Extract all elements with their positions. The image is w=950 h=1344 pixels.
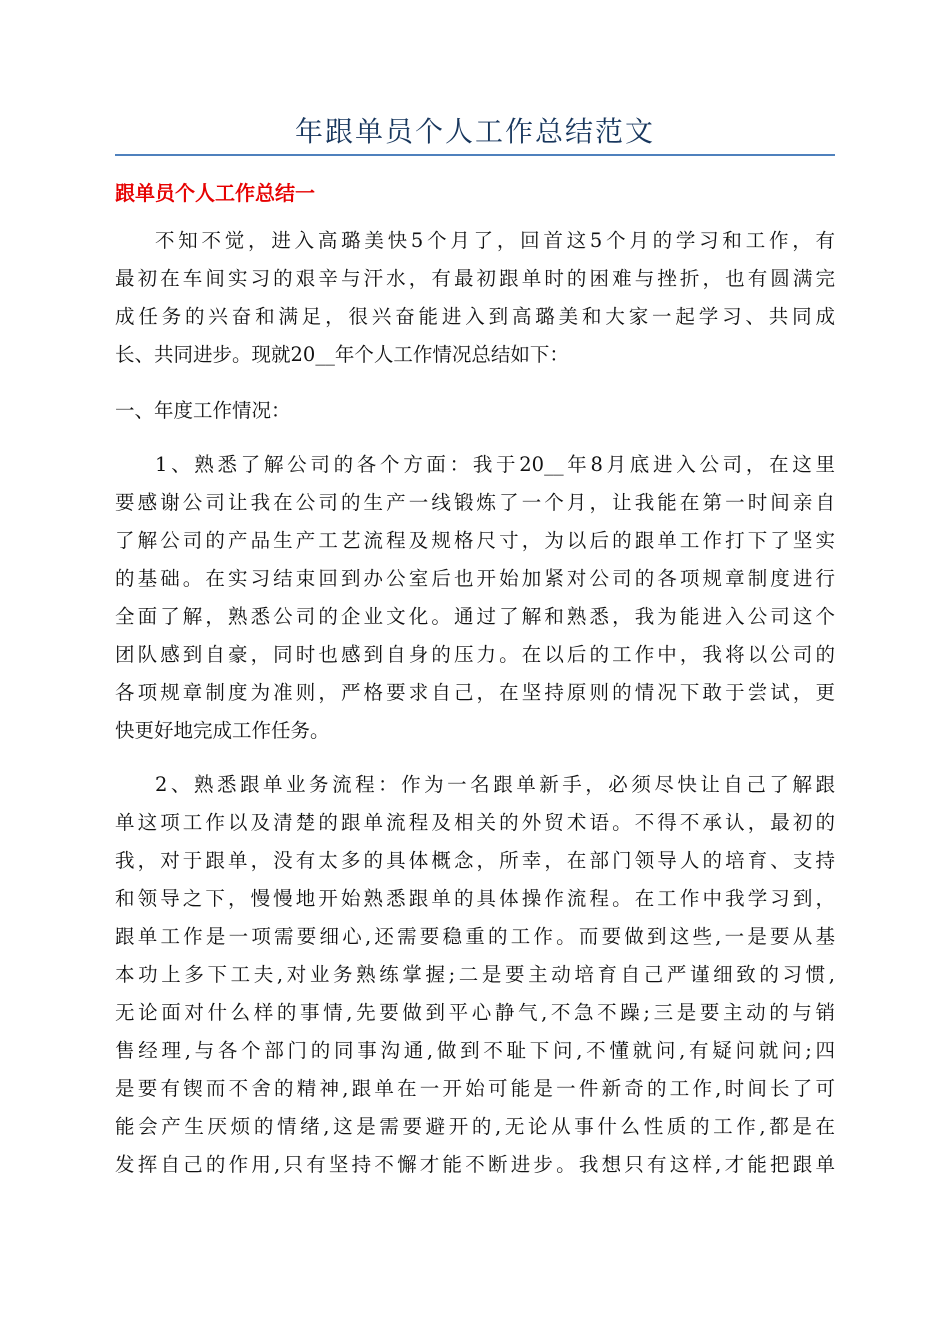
paragraph-line: 全面了解，熟悉公司的企业文化。通过了解和熟悉，我为能进入公司这个 xyxy=(115,605,835,628)
paragraph-line: 团队感到自豪，同时也感到自身的压力。在以后的工作中，我将以公司的 xyxy=(115,643,835,666)
paragraph-line: 了解公司的产品生产工艺流程及规格尺寸，为以后的跟单工作打下了坚实 xyxy=(115,529,835,552)
paragraph-line: 不知不觉，进入高璐美快5个月了，回首这5个月的学习和工作，有 xyxy=(155,229,835,252)
paragraph-line: 跟单工作是一项需要细心,还需要稳重的工作。而要做到这些,一是要从基 xyxy=(115,925,835,948)
subsection-heading: 一、年度工作情况： xyxy=(115,399,291,422)
paragraph-line: 售经理,与各个部门的同事沟通,做到不耻下问,不懂就问,有疑问就问;四 xyxy=(115,1039,835,1062)
paragraph-line: 和领导之下，慢慢地开始熟悉跟单的具体操作流程。在工作中我学习到， xyxy=(115,887,835,910)
paragraph-line: 快更好地完成工作任务。 xyxy=(115,719,330,742)
paragraph-line: 的基础。在实习结束回到办公室后也开始加紧对公司的各项规章制度进行 xyxy=(115,567,835,590)
paragraph-line: 发挥自己的作用,只有坚持不懈才能不断进步。我想只有这样,才能把跟单 xyxy=(115,1153,835,1176)
paragraph-line: 单这项工作以及清楚的跟单流程及相关的外贸术语。不得不承认，最初的 xyxy=(115,811,835,834)
document-title: 年跟单员个人工作总结范文 xyxy=(294,115,655,148)
paragraph-line: 长、共同进步。现就20__年个人工作情况总结如下： xyxy=(115,343,569,366)
paragraph-line: 能会产生厌烦的情绪,这是需要避开的,无论从事什么性质的工作,都是在 xyxy=(115,1115,835,1138)
paragraph-line: 最初在车间实习的艰辛与汗水，有最初跟单时的困难与挫折，也有圆满完 xyxy=(115,267,835,290)
paragraph-line: 无论面对什么样的事情,先要做到平心静气,不急不躁;三是要主动的与销 xyxy=(115,1001,835,1024)
paragraph-line: 各项规章制度为准则，严格要求自己，在坚持原则的情况下敢于尝试，更 xyxy=(115,681,835,704)
paragraph-line: 成任务的兴奋和满足，很兴奋能进入到高璐美和大家一起学习、共同成 xyxy=(115,305,835,328)
paragraph-line: 我，对于跟单，没有太多的具体概念，所幸，在部门领导人的培育、支持 xyxy=(115,849,835,872)
paragraph-line: 是要有锲而不舍的精神,跟单在一开始可能是一件新奇的工作,时间长了可 xyxy=(115,1077,835,1100)
section-heading: 跟单员个人工作总结一 xyxy=(115,181,315,205)
paragraph-line: 本功上多下工夫,对业务熟练掌握;二是要主动培育自己严谨细致的习惯, xyxy=(115,963,835,986)
title-divider xyxy=(115,154,835,156)
paragraph-line: 1、熟悉了解公司的各个方面：我于20__年8月底进入公司，在这里 xyxy=(155,453,835,476)
paragraph-line: 2、熟悉跟单业务流程：作为一名跟单新手，必须尽快让自己了解跟 xyxy=(155,773,835,796)
paragraph-line: 要感谢公司让我在公司的生产一线锻炼了一个月，让我能在第一时间亲自 xyxy=(115,491,835,514)
